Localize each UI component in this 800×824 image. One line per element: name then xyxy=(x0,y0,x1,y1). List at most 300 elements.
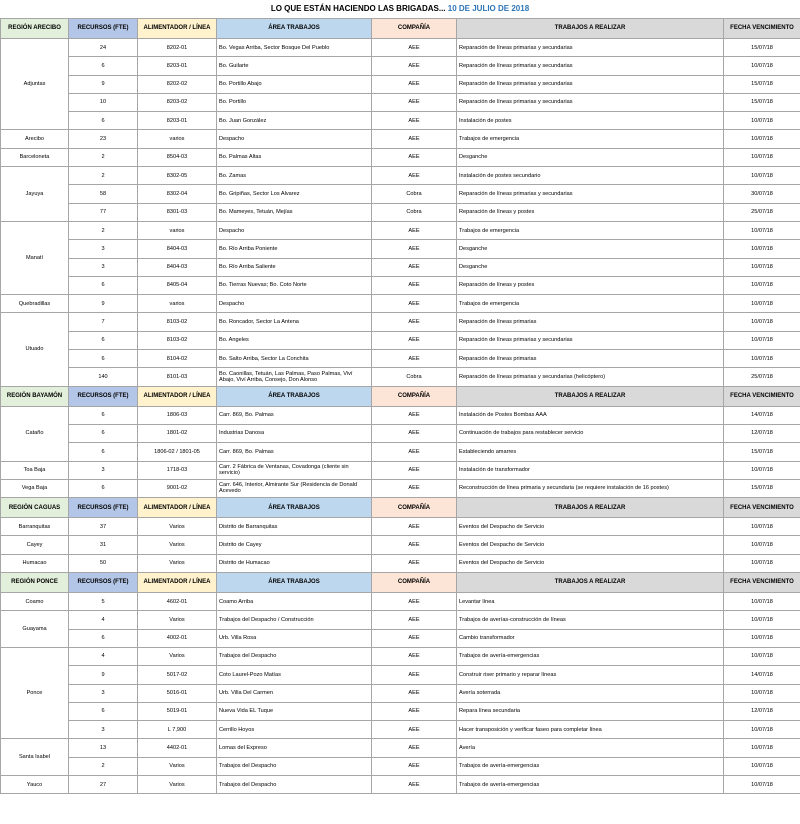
table-row xyxy=(1,518,800,536)
table-row xyxy=(1,554,800,572)
trabajos-cell: Repara línea secundaria xyxy=(457,702,724,720)
trabajos-cell: Avería soterrada xyxy=(457,684,724,702)
fecha-cell: 10/07/18 xyxy=(724,721,800,739)
compania-cell: AEE xyxy=(372,350,457,368)
fecha-cell: 10/07/18 xyxy=(724,647,800,665)
region-header-row xyxy=(1,386,800,406)
compania-cell: AEE xyxy=(372,39,457,57)
table-row xyxy=(1,666,800,684)
recursos-cell: 37 xyxy=(69,518,138,536)
region-header-row xyxy=(1,19,800,39)
area-cell: Distrito de Cayey xyxy=(217,536,372,554)
compania-cell: AEE xyxy=(372,167,457,185)
fecha-cell: 10/07/18 xyxy=(724,258,800,276)
fecha-cell: 10/07/18 xyxy=(724,350,800,368)
trabajos-cell: Estableciendo amarres xyxy=(457,443,724,461)
municipality-cell: Humacao xyxy=(1,554,69,572)
trabajos-cell: Reparación de líneas primarias y secundarias xyxy=(457,185,724,203)
area-cell: Bo. Tierras Nuevas; Bo. Coto Norte xyxy=(217,276,372,294)
fecha-cell: 10/07/18 xyxy=(724,276,800,294)
municipality-cell: Cataño xyxy=(1,406,69,461)
area-cell: Carr. 869, Bo. Palmas xyxy=(217,443,372,461)
alimentador-cell: 8103-02 xyxy=(138,313,217,331)
area-cell: Bo. Vegas Arriba, Sector Bosque Del Pueblo xyxy=(217,39,372,57)
alimentador-cell: 8404-03 xyxy=(138,240,217,258)
column-header-fecha: FECHA VENCIMIENTO xyxy=(724,573,800,593)
alimentador-cell: varios xyxy=(138,295,217,313)
column-header-recursos: RECURSOS (FTE) xyxy=(69,498,138,518)
area-cell: Bo. Palmas Altas xyxy=(217,148,372,166)
area-cell: Bo. Río Arriba Saliente xyxy=(217,258,372,276)
alimentador-cell: 8405-04 xyxy=(138,276,217,294)
fecha-cell: 10/07/18 xyxy=(724,629,800,647)
fecha-cell: 10/07/18 xyxy=(724,775,800,793)
recursos-cell: 27 xyxy=(69,775,138,793)
brigades-table xyxy=(0,18,800,794)
alimentador-cell: 1801-02 xyxy=(138,424,217,442)
area-cell: Bo. Mameyes, Tetuán, Mejías xyxy=(217,203,372,221)
title-date: 10 DE JULIO DE 2018 xyxy=(447,4,530,13)
fecha-cell: 12/07/18 xyxy=(724,424,800,442)
compania-cell: AEE xyxy=(372,461,457,479)
fecha-cell: 25/07/18 xyxy=(724,203,800,221)
recursos-cell: 23 xyxy=(69,130,138,148)
table-row xyxy=(1,443,800,461)
trabajos-cell: Levantar línea xyxy=(457,593,724,611)
column-header-area: ÁREA TRABAJOS xyxy=(217,386,372,406)
column-header-alimentador: ALIMENTADOR / LÍNEA xyxy=(138,573,217,593)
table-row xyxy=(1,647,800,665)
recursos-cell: 3 xyxy=(69,258,138,276)
region-name: REGIÓN BAYAMÓN xyxy=(1,386,69,406)
fecha-cell: 10/07/18 xyxy=(724,611,800,629)
area-cell: Trabajos del Despacho / Construcción xyxy=(217,611,372,629)
area-cell: Despacho xyxy=(217,221,372,239)
trabajos-cell: Eventos del Despacho de Servicio xyxy=(457,518,724,536)
area-cell: Bo. Juan González xyxy=(217,112,372,130)
alimentador-cell: 8103-02 xyxy=(138,331,217,349)
fecha-cell: 10/07/18 xyxy=(724,757,800,775)
table-row xyxy=(1,757,800,775)
area-cell: Despacho xyxy=(217,295,372,313)
area-cell: Bo. Caonillas, Tetuán, Las Palmas, Paso Palmas, Viví Abajo, Viví Arriba, Consejo, Don Alonso xyxy=(217,368,372,386)
column-header-recursos: RECURSOS (FTE) xyxy=(69,386,138,406)
trabajos-cell: Hacer transposición y verificar faseo para completar línea xyxy=(457,721,724,739)
table-row xyxy=(1,112,800,130)
recursos-cell: 2 xyxy=(69,757,138,775)
trabajos-cell: Desganche xyxy=(457,240,724,258)
trabajos-cell: Cambio transformador xyxy=(457,629,724,647)
area-cell: Carr. 646, Interior, Almirante Sur (Residencia de Donald Acevedo xyxy=(217,479,372,497)
trabajos-cell: Trabajos de averías-construcción de líneas xyxy=(457,611,724,629)
alimentador-cell: Varios xyxy=(138,757,217,775)
alimentador-cell: Varios xyxy=(138,611,217,629)
table-row xyxy=(1,167,800,185)
column-header-compania: COMPAÑÍA xyxy=(372,386,457,406)
alimentador-cell: 8203-02 xyxy=(138,93,217,111)
area-cell: Trabajos del Despacho xyxy=(217,647,372,665)
table-row xyxy=(1,629,800,647)
recursos-cell: 3 xyxy=(69,461,138,479)
column-header-compania: COMPAÑÍA xyxy=(372,573,457,593)
municipality-cell: Utuado xyxy=(1,313,69,386)
recursos-cell: 9 xyxy=(69,75,138,93)
compania-cell: AEE xyxy=(372,757,457,775)
compania-cell: AEE xyxy=(372,629,457,647)
table-row xyxy=(1,331,800,349)
area-cell: Urb. Villa Rosa xyxy=(217,629,372,647)
fecha-cell: 10/07/18 xyxy=(724,739,800,757)
alimentador-cell: 9001-02 xyxy=(138,479,217,497)
fecha-cell: 15/07/18 xyxy=(724,93,800,111)
table-row xyxy=(1,57,800,75)
table-row xyxy=(1,148,800,166)
alimentador-cell: 8203-01 xyxy=(138,112,217,130)
recursos-cell: 140 xyxy=(69,368,138,386)
alimentador-cell: 1806-02 / 1801-05 xyxy=(138,443,217,461)
column-header-alimentador: ALIMENTADOR / LÍNEA xyxy=(138,386,217,406)
compania-cell: AEE xyxy=(372,739,457,757)
table-row xyxy=(1,295,800,313)
alimentador-cell: 4602-01 xyxy=(138,593,217,611)
trabajos-cell: Instalación de postes secundario xyxy=(457,167,724,185)
trabajos-cell: Trabajos de avería-emergencias xyxy=(457,647,724,665)
municipality-cell: Ponce xyxy=(1,647,69,738)
trabajos-cell: Desganche xyxy=(457,258,724,276)
area-cell: Bo. Roncador, Sector La Antena xyxy=(217,313,372,331)
trabajos-cell: Eventos del Despacho de Servicio xyxy=(457,536,724,554)
table-row xyxy=(1,350,800,368)
trabajos-cell: Reparación de líneas primarias y secundarias xyxy=(457,331,724,349)
recursos-cell: 77 xyxy=(69,203,138,221)
table-row xyxy=(1,611,800,629)
area-cell: Trabajos del Despacho xyxy=(217,757,372,775)
trabajos-cell: Instalación de Postes Bombas AAA xyxy=(457,406,724,424)
column-header-area: ÁREA TRABAJOS xyxy=(217,498,372,518)
alimentador-cell: 8202-01 xyxy=(138,39,217,57)
compania-cell: Cobra xyxy=(372,203,457,221)
compania-cell: AEE xyxy=(372,57,457,75)
trabajos-cell: Reparación de líneas primarias y secundarias xyxy=(457,75,724,93)
column-header-alimentador: ALIMENTADOR / LÍNEA xyxy=(138,498,217,518)
table-row xyxy=(1,75,800,93)
municipality-cell: Cayey xyxy=(1,536,69,554)
alimentador-cell: Varios xyxy=(138,647,217,665)
table-row xyxy=(1,240,800,258)
trabajos-cell: Reparación de líneas primarias y secundarias xyxy=(457,57,724,75)
compania-cell: Cobra xyxy=(372,368,457,386)
alimentador-cell: 4002-01 xyxy=(138,629,217,647)
compania-cell: AEE xyxy=(372,406,457,424)
fecha-cell: 30/07/18 xyxy=(724,185,800,203)
fecha-cell: 10/07/18 xyxy=(724,684,800,702)
table-row xyxy=(1,479,800,497)
column-header-alimentador: ALIMENTADOR / LÍNEA xyxy=(138,19,217,39)
recursos-cell: 6 xyxy=(69,331,138,349)
area-cell: Coto Laurel-Pozo Matías xyxy=(217,666,372,684)
table-row xyxy=(1,368,800,386)
recursos-cell: 6 xyxy=(69,443,138,461)
table-row xyxy=(1,93,800,111)
column-header-compania: COMPAÑÍA xyxy=(372,19,457,39)
table-row xyxy=(1,313,800,331)
table-row xyxy=(1,276,800,294)
trabajos-cell: Reparación de líneas y postes xyxy=(457,203,724,221)
table-row xyxy=(1,406,800,424)
area-cell: Bo. Portillo Abajo xyxy=(217,75,372,93)
area-cell: Bo. Portillo xyxy=(217,93,372,111)
table-row xyxy=(1,739,800,757)
fecha-cell: 10/07/18 xyxy=(724,57,800,75)
fecha-cell: 15/07/18 xyxy=(724,75,800,93)
compania-cell: AEE xyxy=(372,93,457,111)
compania-cell: AEE xyxy=(372,424,457,442)
area-cell: Urb. Villa Del Carmen xyxy=(217,684,372,702)
fecha-cell: 25/07/18 xyxy=(724,368,800,386)
fecha-cell: 10/07/18 xyxy=(724,593,800,611)
column-header-trabajos: TRABAJOS A REALIZAR xyxy=(457,386,724,406)
fecha-cell: 14/07/18 xyxy=(724,406,800,424)
region-name: REGIÓN ARECIBO xyxy=(1,19,69,39)
area-cell: Bo. Salto Arriba, Sector La Conchita xyxy=(217,350,372,368)
column-header-recursos: RECURSOS (FTE) xyxy=(69,573,138,593)
alimentador-cell: 8302-05 xyxy=(138,167,217,185)
recursos-cell: 3 xyxy=(69,721,138,739)
recursos-cell: 6 xyxy=(69,479,138,497)
recursos-cell: 6 xyxy=(69,276,138,294)
table-row xyxy=(1,775,800,793)
municipality-cell: Manatí xyxy=(1,221,69,294)
column-header-area: ÁREA TRABAJOS xyxy=(217,573,372,593)
table-row xyxy=(1,258,800,276)
trabajos-cell: Reconstrucción de línea primaria y secundaria (se requiere instalación de 16 postes) xyxy=(457,479,724,497)
trabajos-cell: Avería xyxy=(457,739,724,757)
compania-cell: AEE xyxy=(372,593,457,611)
area-cell: Carr. 2 Fábrica de Ventanas, Covadonga (cliente sin servicio) xyxy=(217,461,372,479)
column-header-recursos: RECURSOS (FTE) xyxy=(69,19,138,39)
area-cell: Despacho xyxy=(217,130,372,148)
fecha-cell: 10/07/18 xyxy=(724,240,800,258)
recursos-cell: 6 xyxy=(69,702,138,720)
area-cell: Industrias Danosa xyxy=(217,424,372,442)
alimentador-cell: 8301-03 xyxy=(138,203,217,221)
compania-cell: AEE xyxy=(372,221,457,239)
fecha-cell: 10/07/18 xyxy=(724,221,800,239)
municipality-cell: Arecibo xyxy=(1,130,69,148)
fecha-cell: 10/07/18 xyxy=(724,148,800,166)
table-row xyxy=(1,684,800,702)
compania-cell: AEE xyxy=(372,721,457,739)
recursos-cell: 24 xyxy=(69,39,138,57)
trabajos-cell: Trabajos de emergencia xyxy=(457,295,724,313)
compania-cell: AEE xyxy=(372,666,457,684)
recursos-cell: 4 xyxy=(69,647,138,665)
trabajos-cell: Reparación de líneas primarias y secundarias (helicóptero) xyxy=(457,368,724,386)
alimentador-cell: 8504-03 xyxy=(138,148,217,166)
column-header-fecha: FECHA VENCIMIENTO xyxy=(724,19,800,39)
fecha-cell: 10/07/18 xyxy=(724,554,800,572)
fecha-cell: 10/07/18 xyxy=(724,461,800,479)
column-header-compania: COMPAÑÍA xyxy=(372,498,457,518)
area-cell: Coamo Arriba xyxy=(217,593,372,611)
recursos-cell: 7 xyxy=(69,313,138,331)
recursos-cell: 2 xyxy=(69,167,138,185)
table-row xyxy=(1,39,800,57)
trabajos-cell: Instalación de postes xyxy=(457,112,724,130)
alimentador-cell: 4402-01 xyxy=(138,739,217,757)
trabajos-cell: Desganche xyxy=(457,148,724,166)
recursos-cell: 31 xyxy=(69,536,138,554)
column-header-area: ÁREA TRABAJOS xyxy=(217,19,372,39)
compania-cell: AEE xyxy=(372,295,457,313)
recursos-cell: 9 xyxy=(69,295,138,313)
municipality-cell: Yauco xyxy=(1,775,69,793)
recursos-cell: 3 xyxy=(69,684,138,702)
compania-cell: AEE xyxy=(372,554,457,572)
fecha-cell: 10/07/18 xyxy=(724,518,800,536)
fecha-cell: 10/07/18 xyxy=(724,112,800,130)
recursos-cell: 6 xyxy=(69,629,138,647)
compania-cell: AEE xyxy=(372,240,457,258)
alimentador-cell: Varios xyxy=(138,775,217,793)
trabajos-cell: Trabajos de emergencia xyxy=(457,221,724,239)
alimentador-cell: 8203-01 xyxy=(138,57,217,75)
fecha-cell: 10/07/18 xyxy=(724,331,800,349)
trabajos-cell: Reparación de líneas primarias y secundarias xyxy=(457,93,724,111)
recursos-cell: 6 xyxy=(69,406,138,424)
recursos-cell: 3 xyxy=(69,240,138,258)
fecha-cell: 14/07/18 xyxy=(724,666,800,684)
area-cell: Bo. Río Arriba Poniente xyxy=(217,240,372,258)
table-row xyxy=(1,424,800,442)
compania-cell: AEE xyxy=(372,702,457,720)
column-header-fecha: FECHA VENCIMIENTO xyxy=(724,386,800,406)
compania-cell: AEE xyxy=(372,130,457,148)
column-header-trabajos: TRABAJOS A REALIZAR xyxy=(457,19,724,39)
fecha-cell: 15/07/18 xyxy=(724,39,800,57)
fecha-cell: 10/07/18 xyxy=(724,295,800,313)
recursos-cell: 2 xyxy=(69,148,138,166)
trabajos-cell: Reparación de líneas primarias y secundarias xyxy=(457,39,724,57)
compania-cell: AEE xyxy=(372,611,457,629)
fecha-cell: 15/07/18 xyxy=(724,443,800,461)
table-row xyxy=(1,702,800,720)
alimentador-cell: varios xyxy=(138,221,217,239)
trabajos-cell: Eventos del Despacho de Servicio xyxy=(457,554,724,572)
table-row xyxy=(1,203,800,221)
area-cell: Bo. Guilarte xyxy=(217,57,372,75)
area-cell: Distrito de Humacao xyxy=(217,554,372,572)
table-row xyxy=(1,721,800,739)
recursos-cell: 50 xyxy=(69,554,138,572)
trabajos-cell: Reparación de líneas primarias xyxy=(457,350,724,368)
alimentador-cell: varios xyxy=(138,130,217,148)
compania-cell: AEE xyxy=(372,775,457,793)
municipality-cell: Coamo xyxy=(1,593,69,611)
fecha-cell: 15/07/18 xyxy=(724,479,800,497)
area-cell: Cerrillo Hoyos xyxy=(217,721,372,739)
recursos-cell: 10 xyxy=(69,93,138,111)
area-cell: Bo. Gripiñas, Sector Los Alvarez xyxy=(217,185,372,203)
table-row xyxy=(1,461,800,479)
column-header-fecha: FECHA VENCIMIENTO xyxy=(724,498,800,518)
compania-cell: AEE xyxy=(372,258,457,276)
compania-cell: AEE xyxy=(372,148,457,166)
compania-cell: AEE xyxy=(372,75,457,93)
compania-cell: AEE xyxy=(372,518,457,536)
municipality-cell: Quebradillas xyxy=(1,295,69,313)
fecha-cell: 10/07/18 xyxy=(724,130,800,148)
area-cell: Bo. Angeles xyxy=(217,331,372,349)
municipality-cell: Toa Baja xyxy=(1,461,69,479)
compania-cell: AEE xyxy=(372,479,457,497)
alimentador-cell: 1718-03 xyxy=(138,461,217,479)
compania-cell: AEE xyxy=(372,276,457,294)
fecha-cell: 10/07/18 xyxy=(724,167,800,185)
trabajos-cell: Trabajos de avería-emergencias xyxy=(457,775,724,793)
recursos-cell: 6 xyxy=(69,424,138,442)
alimentador-cell: 8101-03 xyxy=(138,368,217,386)
municipality-cell: Santa Isabel xyxy=(1,739,69,776)
alimentador-cell: 5019-01 xyxy=(138,702,217,720)
fecha-cell: 10/07/18 xyxy=(724,536,800,554)
trabajos-cell: Trabajos de avería-emergencias xyxy=(457,757,724,775)
fecha-cell: 12/07/18 xyxy=(724,702,800,720)
trabajos-cell: Reparación de líneas primarias xyxy=(457,313,724,331)
table-row xyxy=(1,130,800,148)
area-cell: Distrito de Barranquitas xyxy=(217,518,372,536)
recursos-cell: 6 xyxy=(69,57,138,75)
compania-cell: AEE xyxy=(372,684,457,702)
municipality-cell: Vega Baja xyxy=(1,479,69,497)
recursos-cell: 5 xyxy=(69,593,138,611)
compania-cell: AEE xyxy=(372,443,457,461)
trabajos-cell: Continuación de trabajos para restablecer servicio xyxy=(457,424,724,442)
table-row xyxy=(1,185,800,203)
compania-cell: AEE xyxy=(372,313,457,331)
page-title xyxy=(0,0,800,18)
municipality-cell: Jayuya xyxy=(1,167,69,222)
area-cell: Lomas del Expreso xyxy=(217,739,372,757)
column-header-trabajos: TRABAJOS A REALIZAR xyxy=(457,498,724,518)
alimentador-cell: 8104-02 xyxy=(138,350,217,368)
recursos-cell: 58 xyxy=(69,185,138,203)
alimentador-cell: 5016-01 xyxy=(138,684,217,702)
recursos-cell: 6 xyxy=(69,350,138,368)
fecha-cell: 10/07/18 xyxy=(724,313,800,331)
area-cell: Carr. 869, Bo. Palmas xyxy=(217,406,372,424)
municipality-cell: Adjuntas xyxy=(1,39,69,130)
column-header-trabajos: TRABAJOS A REALIZAR xyxy=(457,573,724,593)
compania-cell: AEE xyxy=(372,536,457,554)
region-header-row xyxy=(1,573,800,593)
municipality-cell: Guayama xyxy=(1,611,69,648)
table-row xyxy=(1,593,800,611)
alimentador-cell: 5017-02 xyxy=(138,666,217,684)
compania-cell: Cobra xyxy=(372,185,457,203)
area-cell: Trabajos del Despacho xyxy=(217,775,372,793)
trabajos-cell: Construir riser primario y reparar líneas xyxy=(457,666,724,684)
alimentador-cell: L 7,900 xyxy=(138,721,217,739)
title-main: LO QUE ESTÁN HACIENDO LAS BRIGADAS... xyxy=(270,4,446,13)
recursos-cell: 9 xyxy=(69,666,138,684)
alimentador-cell: Varios xyxy=(138,554,217,572)
trabajos-cell: Instalación de transformador xyxy=(457,461,724,479)
alimentador-cell: Varios xyxy=(138,518,217,536)
alimentador-cell: 8404-03 xyxy=(138,258,217,276)
compania-cell: AEE xyxy=(372,647,457,665)
trabajos-cell: Reparación de líneas y postes xyxy=(457,276,724,294)
